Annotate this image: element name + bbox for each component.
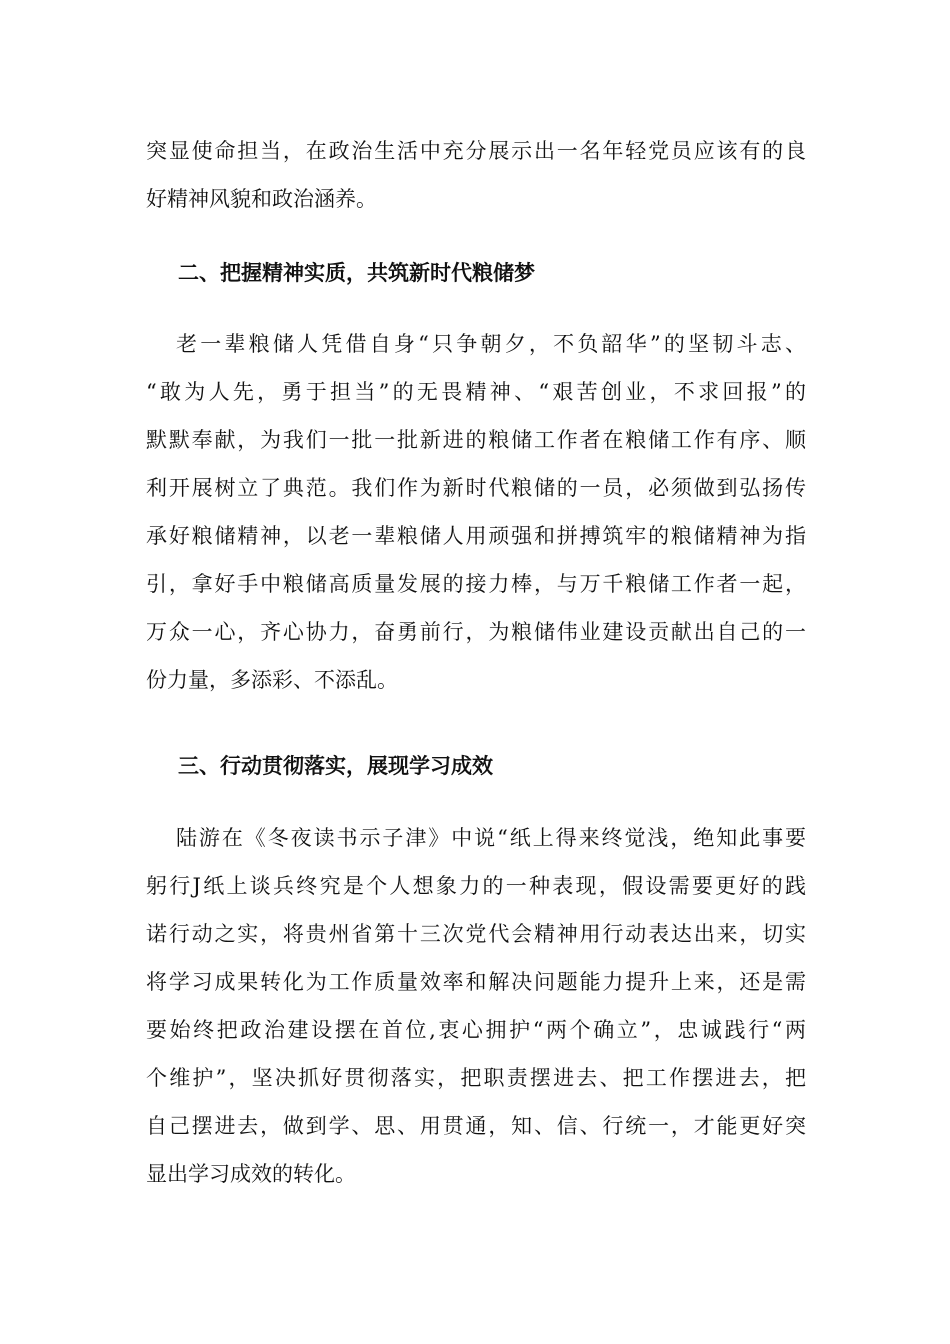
paragraph-section-2 [146,320,806,704]
paragraph-line: 陆游在《冬夜读书示子津》中说“纸上得来终觉浅，绝知此事要 [176,826,806,850]
paragraph-line: 将学习成果转化为工作质量效率和解决问题能力提升上来，还是需 [146,970,806,994]
paragraph-line: 好精神风貌和政治涵养。 [146,187,377,211]
paragraph-line: 自己摆进去，做到学、思、用贯通，知、信、行统一，才能更好突 [146,1114,806,1138]
paragraph-line: 万众一心，齐心协力，奋勇前行，为粮储伟业建设贡献出自己的一 [146,620,806,644]
paragraph-line: 躬行J纸上谈兵终究是个人想象力的一种表现，假设需要更好的践 [146,874,806,898]
paragraph-line: 个维护”，坚决抓好贯彻落实，把职责摆进去、把工作摆进去，把 [146,1066,806,1090]
paragraph-line: 承好粮储精神，以老一辈粮储人用顽强和拼搏筑牢的粮储精神为指 [146,524,806,548]
section-heading-2: 二、把握精神实质，共筑新时代粮储梦 [178,261,535,285]
paragraph-continuation [146,127,806,223]
paragraph-line: 要始终把政治建设摆在首位,衷心拥护“两个确立”，忠诚践行“两 [146,1018,806,1042]
paragraph-line: 突显使命担当，在政治生活中充分展示出一名年轻党员应该有的良 [146,139,806,163]
paragraph-line: 诺行动之实，将贵州省第十三次党代会精神用行动表达出来，切实 [146,922,806,946]
paragraph-line: “敢为人先，勇于担当”的无畏精神、“艰苦创业，不求回报”的 [146,380,806,404]
paragraph-line: 显出学习成效的转化。 [146,1162,356,1186]
section-heading-3: 三、行动贯彻落实，展现学习成效 [178,754,493,778]
paragraph-line: 份力量，多添彩、不添乱。 [146,668,398,692]
paragraph-line: 引，拿好手中粮储高质量发展的接力棒，与万千粮储工作者一起， [146,572,806,596]
paragraph-line: 老一辈粮储人凭借自身“只争朝夕，不负韶华”的坚韧斗志、 [176,332,806,356]
paragraph-line: 默默奉献，为我们一批一批新进的粮储工作者在粮储工作有序、顺 [146,428,806,452]
paragraph-section-3 [146,814,806,1198]
paragraph-line: 利开展树立了典范。我们作为新时代粮储的一员，必须做到弘扬传 [146,476,806,500]
